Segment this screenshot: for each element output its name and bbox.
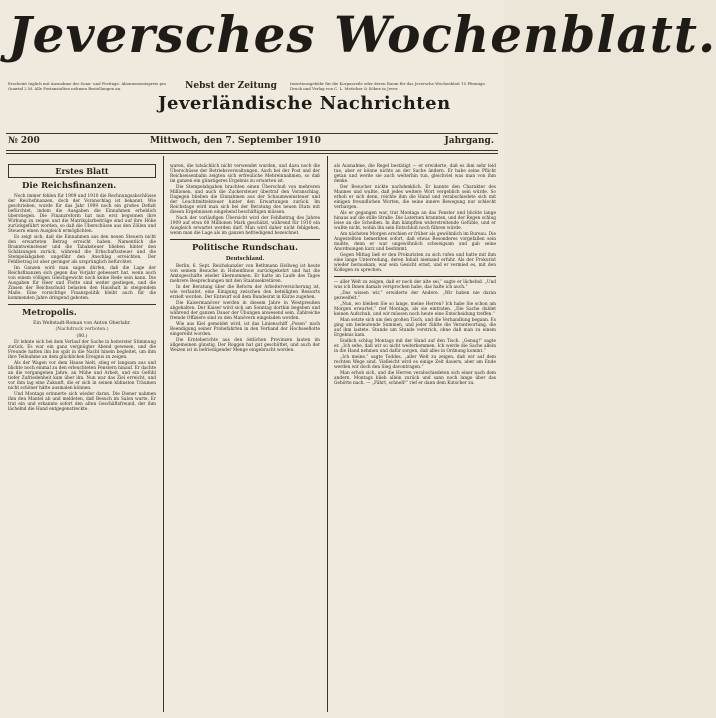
issue-volume: Jahrgang. bbox=[444, 136, 494, 146]
section-title-rundschau: Politische Rundschau. bbox=[191, 243, 299, 253]
serial-paragraph: als Ausnahme, die Regel bestätigt — er erwiderte, daß es ihm sehr leid tue, aber er könne nichts an der Sache ändern. Er habe seine Pflicht getan und werde sie auch weiterhin tun, gleichviel was man von ihm denke. bbox=[334, 164, 496, 184]
news-paragraph: Wie aus Kiel gemeldet wird, ist das Linienschiff „Posen“ nach Beendigung seiner Probefahrten in den Verband der Hochseeflotte eingereiht worden. bbox=[170, 322, 320, 337]
article-paragraph: Noch immer fehlen für 1909 und 1910 die Rechnungsabschlüsse der Reichsfinanzen, doch der Voranschlag ist bekannt. Wie geschrieben, wurde für das Jahr 1909 noch ein großes Defizit befürchtet, indem die Ausgaben die Einnahmen erheblich überstiegen. Die Finanzreform hat nun erst begonnen ihre Wirkung zu zeigen und die Matrikularbeiträge sind auf ihre Höhe zurückgeführt worden, so daß die Überschüsse aus den Zöllen und Steuern einen Ausgleich ermöglichten. bbox=[8, 194, 156, 234]
column-separator-2 bbox=[327, 156, 328, 712]
section-title-reichsfinanzen: Die Reichsfinanzen. bbox=[22, 181, 117, 191]
serial-paragraph: „Ich meine,“ sagte Toddes, „aller Welt zu zeigen, daß wir auf dem rechten Wege sind. Vielleicht wird es einige Zeit dauern, aber am Ende werden wir doch den Sieg davontragen.“ bbox=[334, 355, 496, 370]
serial-paragraph: Man erhob sich, und die Herren verabschiedeten sich einer nach dem andern. Montags blieb allein zurück und sann noch lange über das Gehörte nach. — „Fährt, schnell!“ rief er dann dem Kutscher zu. bbox=[334, 371, 496, 386]
serial-paragraph: „Das wissen wir,“ erwiderte der Andere. „Wir haben nie daran gezweifelt.“ bbox=[334, 291, 496, 301]
masthead-center-notice: Nebst der Zeitung bbox=[185, 81, 277, 91]
serial-paragraph: Endlich schlug Montags mit der Hand auf den Tisch. „Genug!“ sagte er. „Ich sehe, daß wir so nicht weiterkommen. Ich werde die Sache allein in die Hand nehmen und dafür sorgen, daß alles in Ordnung kommt.“ bbox=[334, 339, 496, 354]
serial-paragraph: „Nun, wo bleiben Sie so lange, meine Herren? Ich habe Sie schon am Morgen erwartet,“ rief Montags, als sie eintraten. „Die Sache duldet keinen Aufschub, und wir müssen noch heute eine Entscheidung treffen.“ bbox=[334, 302, 496, 317]
article-paragraph: Nach der vorläufigen Übersicht wird der Fehlbetrag des Jahres 1909 auf etwa 60 Millionen Mark geschätzt, während für 1910 ein Ausgleich erwartet werden darf. Man wird daher nicht fehlgehen, wenn man die Lage als im ganzen befriedigend bezeichnet. bbox=[170, 216, 320, 236]
section-subtitle-deutschland: Deutschland. bbox=[225, 256, 265, 262]
news-paragraph: In der Beratung über die Reform der Arbeiterversicherung ist, wie verlautet, eine Einigung zwischen den beteiligten Ressorts erzielt worden. Der Entwurf soll dem Bundesrat in Kürze zugehen. bbox=[170, 285, 320, 300]
serial-paragraph: Der Besucher nickte nachdenklich. Er kannte den Charakter des Mannes und wußte, daß jedes weitere Wort vergeblich sein würde. So erhob er sich denn, reichte ihm die Hand und verabschiedete sich mit einigen freundlichen Worten, die seine innere Bewegung nur schlecht verbargen. bbox=[334, 185, 496, 210]
masthead-left-notice: Erscheint täglich mit Ausnahme der Sonn- und Festtage. Abonnementspreis pro Quartal 2 M. Alle Postanstalten nehmen Bestellungen an. bbox=[8, 81, 167, 91]
news-paragraph: Die Kaisermanöver werden in diesem Jahre in Westpreußen abgehalten. Der Kaiser wird sich am Sonntag dorthin begeben und während der ganzen Dauer der Übungen anwesend sein. Zahlreiche fremde Offiziere sind zu den Manövern eingeladen worden. bbox=[170, 301, 320, 321]
serial-paragraph: — aller Welt zu zeigen, daß er noch der alte sei,“ sagte er lächelnd. „Und was ich Ihnen damals versprochen habe, das halte ich auch.“ bbox=[334, 280, 496, 290]
article-paragraph: Es zeigt sich, daß die Einnahmen aus den neuen Steuern nicht den erwarteten Betrag erreicht haben. Namentlich die Branntweinsteuer und die Tabaksteuer blieben hinter den Schätzungen zurück, während die Erbschaftssteuer und die Stempelabgaben ungefähr den Anschlag erreichten. Der Fehlbetrag ist aber geringer als ursprünglich befürchtet. bbox=[8, 235, 156, 265]
column-2 bbox=[170, 164, 320, 710]
column-3 bbox=[334, 164, 496, 710]
issue-bottom-rule bbox=[6, 150, 498, 151]
section-divider bbox=[170, 239, 320, 240]
serial-paragraph: Und Montags erinnerte sich wieder daran. Die Diener nahmen ihm den Mantel ab und meldeten, daß Besuch im Salon warte. Er trat ein und erkannte sofort den alten Geschäftsfreund, der ihm lächelnd die Hand entgegenstreckte. bbox=[8, 392, 156, 413]
article-paragraph: waren, die tatsächlich nicht verwendet wurden, und dazu noch die Überschüsse der Betriebsverwaltungen. Auch bei der Post und der Reichseisenbahn zeigten sich erfreuliche Mehreinnahmen, so daß im ganzen ein günstigeres Ergebnis zu erwarten ist. bbox=[170, 164, 320, 184]
article-paragraph: Im Ganzen wird man sagen dürfen, daß die Lage der Reichsfinanzen sich gegen das Vorjahr gebessert hat, wenn auch von einem völligen Gleichgewicht noch keine Rede sein kann. Die Ausgaben für Heer und Flotte sind weiter gestiegen, und die Zinsen der Reichsschuld belasten den Haushalt in steigendem Maße. Eine vorsichtige Finanzpolitik bleibt auch für die kommenden Jahre dringend geboten. bbox=[8, 266, 156, 301]
serial-paragraph: Als er gegangen war, trat Montags an das Fenster und blickte lange hinaus auf die stille Straße. Die Laternen brannten, und der Regen schlug leise an die Scheiben. In ihm kämpften widerstreitende Gefühle, und er wußte nicht, wohin ihn sein Entschluß noch führen würde. bbox=[334, 211, 496, 231]
news-paragraph: Die Ernteberichte aus den östlichen Provinzen lauten im allgemeinen günstig. Der Roggen hat gut geschüttet, und auch der Weizen ist in befriedigender Menge eingebracht worden. bbox=[170, 338, 320, 353]
serial-paragraph: Als der Wagen vor dem Hause hielt, stieg er langsam aus und blickte noch einmal zu den erleuchteten Fenstern hinauf. Er dachte an die vergangenen Jahre, an Mühe und Arbeit, und ein Gefühl tiefer Zufriedenheit kam über ihn. Nun war das Ziel erreicht, und vor ihm lag eine Zukunft, die er sich in seinen kühnsten Träumen nicht schöner hätte ausmalen können. bbox=[8, 361, 156, 392]
issue-bottom-rule-thin bbox=[6, 153, 498, 154]
serial-paragraph: Man setzte sich um den großen Tisch, und die Verhandlung begann. Es ging um bedeutende Summen, und jeder fühlte die Verantwortung, die auf ihm lastete. Stunde um Stunde verstrich, ohne daß man zu einem Ergebnis kam. bbox=[334, 318, 496, 338]
issue-date: Mittwoch, den 7. September 1910 bbox=[150, 136, 321, 146]
news-paragraph: Berlin, 6. Sept. Reichskanzler von Bethmann Hollweg ist heute von seinem Besuche in Hohenfinow zurückgekehrt und hat die Amtsgeschäfte wieder übernommen. Er hatte im Laufe des Tages mehrere Besprechungen mit den Staatssekretären. bbox=[170, 264, 320, 284]
column-separator-1 bbox=[163, 156, 164, 712]
issue-number: № 200 bbox=[8, 136, 40, 146]
serial-paragraph: Am nächsten Morgen erschien er früher als gewöhnlich im Bureau. Die Angestellten bemerkten sofort, daß etwas Besonderes vorgefallen sein mußte, denn er war ungewöhnlich schweigsam und gab seine Anordnungen kurz und bestimmt. bbox=[334, 232, 496, 252]
serial-paragraph: Gegen Mittag ließ er den Prokuristen zu sich rufen und hatte mit ihm eine lange Unterredung, deren Inhalt niemand erfuhr. Als der Prokurist wieder herauskam, war sein Gesicht ernst, und er vermied es, mit den Kollegen zu sprechen. bbox=[334, 253, 496, 273]
section-divider bbox=[334, 276, 496, 277]
column-1 bbox=[8, 164, 156, 710]
serial-paragraph: Er lehnte sich bei dem Verlauf der Sache in heiterster Stimmung zurück. Es war ein ganz vergnügter Abend gewesen, und die Freunde hatten ihn bis spät in die Nacht hinein begleitet, um ihm ihre Teilnahme an dem glücklichen Ereignis zu zeigen. bbox=[8, 340, 156, 361]
first-sheet-heading: Erstes Blatt bbox=[8, 164, 156, 178]
article-paragraph: Die Stempelabgaben brachten einen Überschuß von mehreren Millionen, und auch die Zuckersteuer übertraf den Voranschlag. Dagegen blieben die Einnahmen aus der Schaumweinsteuer und der Leuchtmittelsteuer hinter den Erwartungen zurück. Im Reichstage wird man sich bei der Beratung des neuen Etats mit diesen Ergebnissen eingehend beschäftigen müssen. bbox=[170, 185, 320, 215]
masthead-subtitle: Jeverländische Nachrichten bbox=[158, 93, 451, 114]
serial-chapter: (80.) bbox=[76, 333, 88, 339]
issue-top-rule bbox=[6, 133, 498, 134]
serial-subtitle: Ein Weltstadt-Roman von Anton Oberlahr. bbox=[33, 321, 131, 326]
masthead-right-notice: Insertionsgebühr für die Korpuszeile oder deren Raum für das Jeversche Wochenblatt 10 Pfennige. Druck und Verlag von C. L. Mettcker & Söhne in Jever. bbox=[290, 81, 486, 91]
section-title-metropolis: Metropolis. bbox=[22, 308, 77, 318]
reprint-note: (Nachdruck verboten.) bbox=[55, 327, 109, 333]
section-divider bbox=[8, 304, 156, 305]
masthead-title: Jeversches Wochenblatt. bbox=[8, 5, 716, 64]
